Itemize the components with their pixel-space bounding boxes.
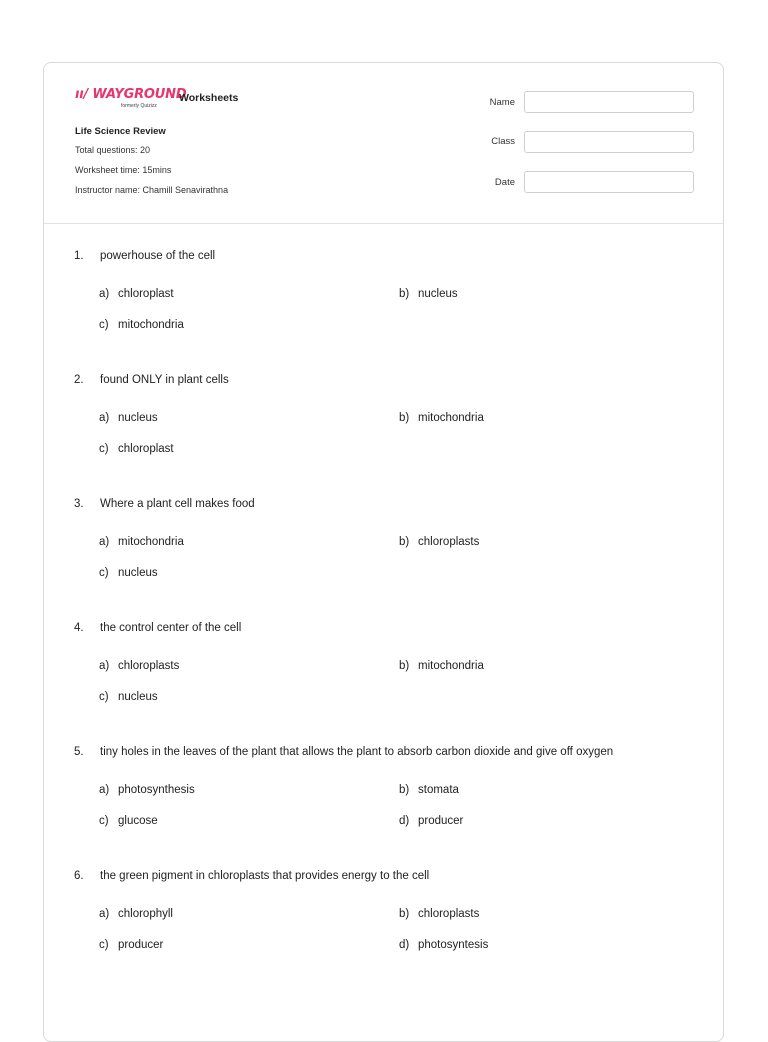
question-6 (74, 870, 429, 882)
class-field[interactable] (524, 131, 694, 153)
option-text: producer (418, 815, 464, 827)
answer-option (399, 536, 479, 548)
answer-option (99, 536, 184, 548)
name-field[interactable] (524, 91, 694, 113)
option-letter: a) (99, 660, 110, 672)
option-letter: b) (399, 660, 410, 672)
option-letter: b) (399, 536, 410, 548)
option-text: nucleus (118, 567, 158, 579)
question-3 (74, 498, 255, 510)
name-label: Name (489, 97, 515, 108)
answer-option (99, 815, 158, 827)
answer-option (99, 412, 158, 424)
question-4 (74, 622, 241, 634)
worksheet-header (44, 63, 723, 224)
class-label: Class (491, 136, 515, 147)
answer-option (399, 660, 484, 672)
wayground-logo (75, 87, 187, 115)
question-text: tiny holes in the leaves of the plant that allows the plant to absorb carbon dioxide and give off oxygen (100, 746, 614, 758)
question-text: powerhouse of the cell (100, 250, 216, 262)
option-letter: d) (399, 939, 410, 951)
option-letter: c) (99, 319, 109, 331)
option-letter: b) (399, 784, 410, 796)
answer-option (99, 567, 158, 579)
question-text: found ONLY in plant cells (100, 374, 229, 386)
answer-option (399, 412, 484, 424)
option-text: chloroplasts (418, 908, 480, 920)
option-text: photosyntesis (418, 939, 489, 951)
option-text: nucleus (418, 288, 458, 300)
option-text: chloroplasts (118, 660, 180, 672)
question-number: 6. (74, 870, 84, 882)
answer-option (99, 691, 158, 703)
option-text: chlorophyll (118, 908, 173, 920)
option-text: nucleus (118, 412, 158, 424)
answer-option (99, 319, 184, 331)
question-text: the green pigment in chloroplasts that provides energy to the cell (100, 870, 430, 882)
answer-option (99, 288, 174, 300)
question-number: 3. (74, 498, 84, 510)
answer-option (99, 443, 174, 455)
option-letter: d) (399, 815, 410, 827)
question-2 (74, 374, 229, 386)
question-text: Where a plant cell makes food (100, 498, 255, 510)
product-title: Worksheets (179, 92, 239, 104)
option-letter: a) (99, 288, 110, 300)
option-letter: a) (99, 412, 110, 424)
option-text: chloroplasts (418, 536, 480, 548)
question-5 (74, 746, 613, 758)
answer-option (99, 908, 173, 920)
question-number: 4. (74, 622, 84, 634)
option-letter: a) (99, 784, 110, 796)
option-letter: c) (99, 939, 109, 951)
answer-option (399, 815, 463, 827)
option-text: mitochondria (118, 319, 184, 331)
answer-option (399, 784, 459, 796)
option-text: mitochondria (118, 536, 184, 548)
answer-option (99, 939, 163, 951)
option-letter: b) (399, 288, 410, 300)
date-field[interactable] (524, 171, 694, 193)
option-text: producer (118, 939, 164, 951)
worksheet-page (43, 62, 724, 1042)
option-letter: a) (99, 908, 110, 920)
answer-option (399, 288, 458, 300)
date-label: Date (494, 177, 515, 188)
option-text: photosynthesis (118, 784, 195, 796)
question-text: the control center of the cell (100, 622, 242, 634)
option-letter: c) (99, 443, 109, 455)
option-letter: c) (99, 567, 109, 579)
answer-option (99, 784, 195, 796)
instructor-name: Instructor name: Chamill Senavirathna (75, 185, 229, 195)
worksheet-title: Life Science Review (75, 126, 166, 137)
option-text: mitochondria (418, 412, 484, 424)
option-text: nucleus (118, 691, 158, 703)
option-letter: b) (399, 908, 410, 920)
option-text: chloroplast (118, 288, 174, 300)
total-questions: Total questions: 20 (75, 145, 151, 155)
worksheet-time: Worksheet time: 15mins (75, 165, 172, 175)
answer-option (99, 660, 179, 672)
option-letter: b) (399, 412, 410, 424)
option-text: chloroplast (118, 443, 174, 455)
option-letter: c) (99, 691, 109, 703)
answer-option (399, 939, 488, 951)
option-text: stomata (418, 784, 459, 796)
question-number: 2. (74, 374, 84, 386)
question-number: 5. (74, 746, 84, 758)
logo-subtitle: formerly Quizizz (121, 103, 157, 109)
question-1 (74, 250, 215, 262)
option-text: glucose (118, 815, 158, 827)
option-letter: c) (99, 815, 109, 827)
question-number: 1. (74, 250, 84, 262)
option-text: mitochondria (418, 660, 484, 672)
logo-wordmark: ıı/ WAYGROUND (75, 87, 187, 102)
option-letter: a) (99, 536, 110, 548)
answer-option (399, 908, 479, 920)
